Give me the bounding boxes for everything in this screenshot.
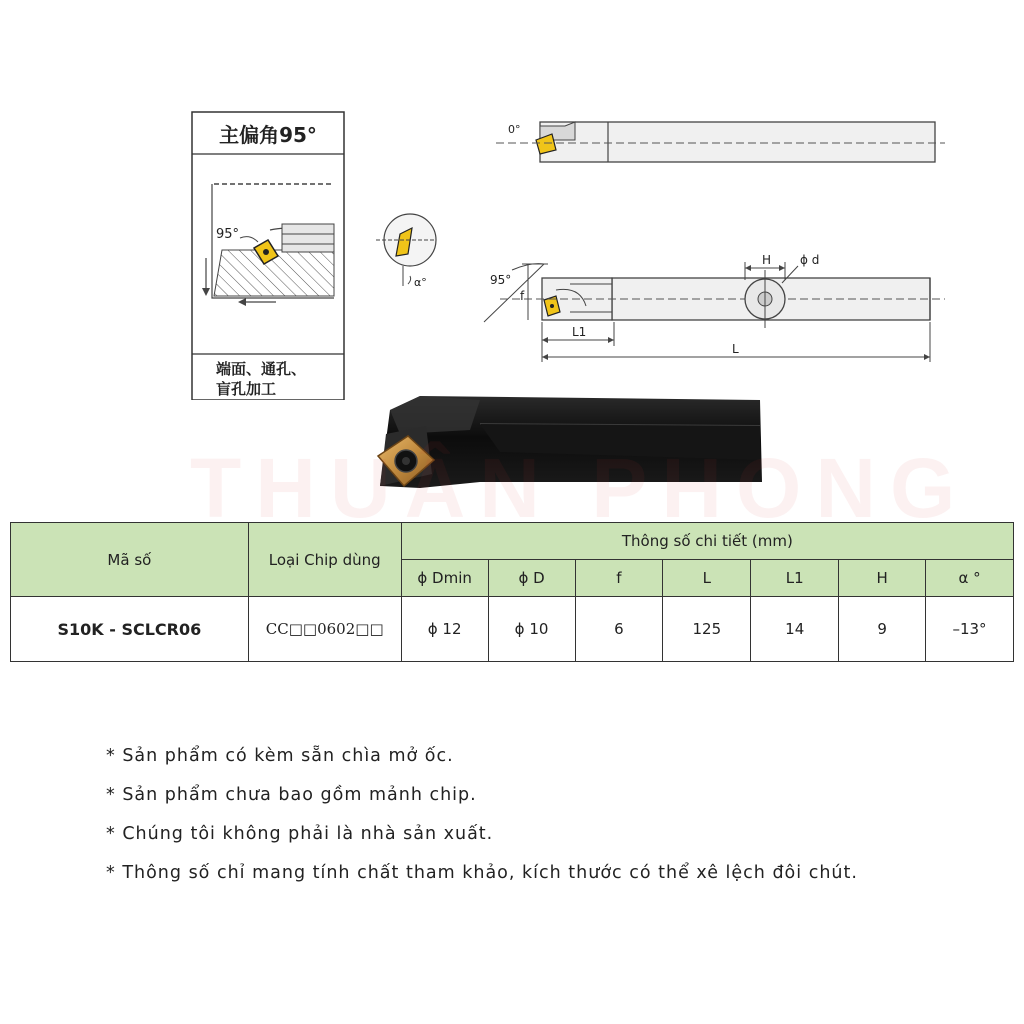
angle-box [192,112,344,400]
cell-code: S10K - SCLCR06 [11,597,249,662]
cell-H: 9 [839,597,926,662]
technical-drawing [0,0,1024,400]
label-f: f [520,289,525,303]
label-L: L [732,342,739,356]
header-spec-group: Thông số chi tiết (mm) [401,523,1013,560]
cell-d: ϕ 10 [488,597,575,662]
notes-list [106,744,858,900]
header-L: L [663,560,751,597]
bar-side-view [484,253,945,362]
label-H: H [762,253,772,267]
top-view-angle: 0° [508,123,521,136]
angle-box-title: 主偏角95° [219,123,317,147]
header-chip: Loại Chip dùng [248,523,401,597]
header-f: f [575,560,663,597]
label-phi-d: ϕ d [800,253,820,267]
small-view-label: α° [414,276,427,289]
cell-dmin: ϕ 12 [401,597,488,662]
boring-bar-photo [360,390,770,500]
cell-f: 6 [575,597,663,662]
cell-chip: CC□□0602□□ [248,597,401,662]
cell-L1: 14 [751,597,839,662]
cell-alpha: –13° [926,597,1014,662]
angle-box-angle: 95° [216,227,240,242]
note-item: * Sản phẩm có kèm sẵn chìa mở ốc. [106,746,454,766]
side-view-angle: 95° [490,273,512,287]
header-code: Mã số [11,523,249,597]
insert-section-view [376,214,436,289]
header-dmin: ϕ Dmin [401,560,488,597]
note-item: * Chúng tôi không phải là nhà sản xuất. [106,824,494,844]
angle-box-caption-line1: 端面、通孔、 [216,360,307,378]
header-L1: L1 [751,560,839,597]
note-item: * Sản phẩm chưa bao gồm mảnh chip. [106,785,477,805]
watermark: THUẬN PHONG [190,441,970,535]
table-row [11,597,1014,662]
header-alpha: α ° [926,560,1014,597]
header-d: ϕ D [488,560,575,597]
cell-L: 125 [663,597,751,662]
header-H: H [839,560,926,597]
angle-box-caption-line2: 盲孔加工 [216,380,277,398]
spec-table [10,522,1014,662]
label-L1: L1 [572,325,587,339]
bar-top-view [496,122,945,162]
note-item: * Thông số chỉ mang tính chất tham khảo, kích thước có thể xê lệch đôi chút. [106,863,858,883]
